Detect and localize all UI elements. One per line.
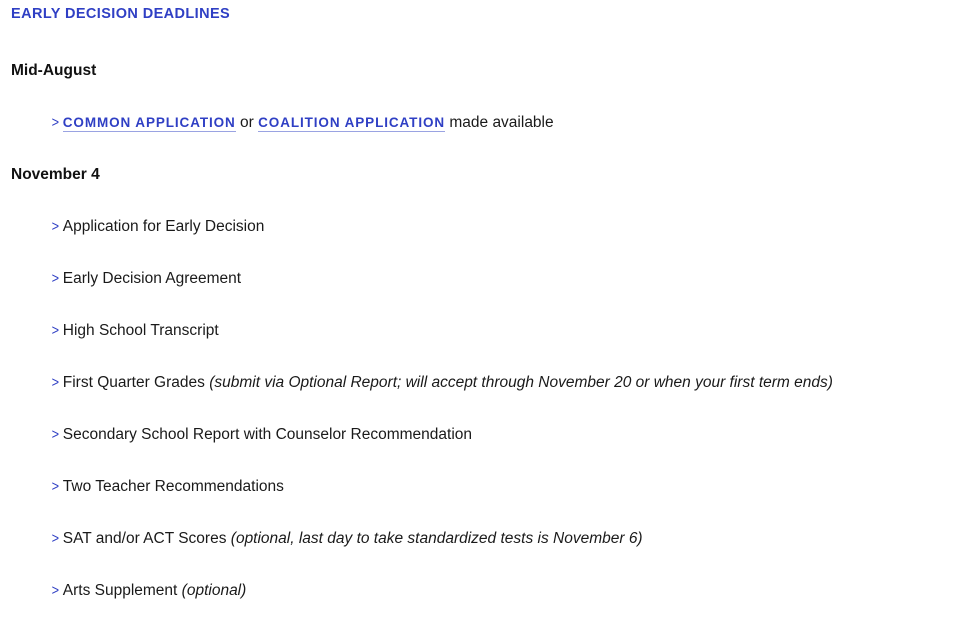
- item-note: (optional, last day to take standardized tests is November 6): [230, 530, 643, 547]
- chevron-right-icon: >: [51, 322, 60, 339]
- chevron-right-icon: >: [51, 530, 60, 547]
- list-item: [51, 321, 219, 341]
- list-item: [51, 477, 284, 497]
- list-item: [51, 217, 264, 237]
- chevron-right-icon: >: [51, 114, 60, 131]
- list-item: [51, 269, 241, 289]
- item-text: Early Decision Agreement: [62, 270, 242, 287]
- item-text: High School Transcript: [62, 322, 219, 339]
- item-text: First Quarter Grades: [62, 374, 205, 391]
- item-text: Secondary School Report with Counselor Recommendation: [62, 426, 473, 443]
- chevron-right-icon: >: [51, 426, 60, 443]
- deadlines-page: [11, 0, 960, 617]
- chevron-right-icon: >: [51, 270, 60, 287]
- list-item: [51, 529, 643, 549]
- coalition-application-link[interactable]: COALITION APPLICATION: [258, 115, 446, 130]
- date-heading-mid-august: Mid-August: [11, 62, 97, 79]
- chevron-right-icon: >: [51, 374, 60, 391]
- list-item-application-availability: [51, 113, 554, 133]
- common-application-link[interactable]: COMMON APPLICATION: [62, 115, 236, 130]
- item-note: (submit via Optional Report; will accept through November 20 or when your first term ends): [209, 374, 833, 391]
- list-item: [51, 581, 246, 601]
- availability-text: made available: [449, 114, 554, 131]
- chevron-right-icon: >: [51, 582, 60, 599]
- item-text: SAT and/or ACT Scores: [62, 530, 227, 547]
- section-title: EARLY DECISION DEADLINES: [11, 6, 231, 22]
- item-text: Application for Early Decision: [62, 218, 265, 235]
- list-item: [51, 373, 833, 393]
- date-heading-november-4: November 4: [11, 166, 100, 183]
- connector-text: or: [240, 114, 254, 131]
- chevron-right-icon: >: [51, 218, 60, 235]
- list-item: [51, 425, 472, 445]
- item-note: (optional): [181, 582, 247, 599]
- item-text: Two Teacher Recommendations: [62, 478, 284, 495]
- chevron-right-icon: >: [51, 478, 60, 495]
- item-text: Arts Supplement: [62, 582, 178, 599]
